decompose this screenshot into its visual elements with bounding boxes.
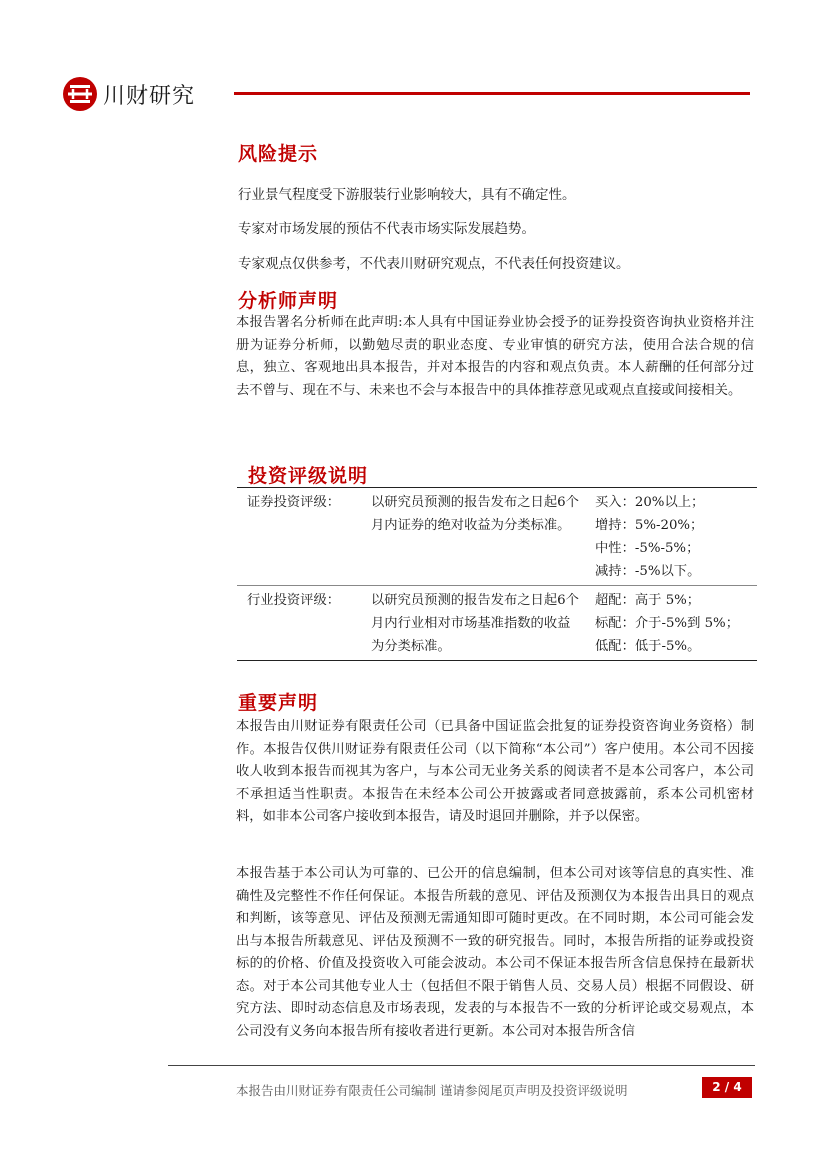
important-paragraph-1: 本报告由川财证券有限责任公司（已具备中国证监会批复的证券投资咨询业务资格）制作。本报告仅供川财证券有限责任公司（以下简称“本公司”）客户使用。本公司不因接收人收到本报告而视其为客户，与本公司无业务关系的阅读者不是本公司客户，本公司不承担适当性职责。本报告在未经本公司公开披露或者同意披露前，系本公司机密材料，如非本公司客户接收到本报告，请及时退回并删除，并予以保密。 <box>236 719 754 824</box>
risk-line-3: 专家观点仅供参考，不代表川财研究观点，不代表任何投资建议。 <box>238 256 630 272</box>
rating-level: 减持：-5%以下。 <box>595 564 701 579</box>
rating-title: 投资评级说明 <box>248 465 369 487</box>
rating-level: 买入：20%以上； <box>595 495 705 510</box>
header-divider <box>234 92 750 95</box>
rating-levels <box>591 586 757 661</box>
rating-level: 标配：介于-5%到 5%； <box>595 616 739 631</box>
risk-title: 风险提示 <box>238 143 319 165</box>
page-header <box>62 76 762 116</box>
rating-level: 中性：-5%-5%； <box>595 541 700 556</box>
rating-label: 行业投资评级： <box>237 586 363 661</box>
rating-level: 增持：5%-20%； <box>595 518 704 533</box>
rating-row-security <box>237 488 757 586</box>
footer-disclaimer: 本报告由川财证券有限责任公司编制 谨请参阅尾页声明及投资评级说明 <box>236 1083 628 1098</box>
rating-label: 证券投资评级： <box>237 488 363 586</box>
rating-levels <box>591 488 757 586</box>
risk-line-2: 专家对市场发展的预估不代表市场实际发展趋势。 <box>238 221 535 237</box>
page-number-badge: 2 / 4 <box>702 1077 752 1098</box>
rating-level: 低配：低于-5%。 <box>595 639 701 654</box>
rating-row-industry <box>237 586 757 661</box>
rating-table <box>237 487 757 661</box>
brand-logo <box>62 76 195 112</box>
rating-description: 以研究员预测的报告发布之日起6个月内行业相对市场基准指数的收益为分类标准。 <box>363 586 591 661</box>
brand-logo-icon <box>62 76 98 112</box>
important-paragraph-2: 本报告基于本公司认为可靠的、已公开的信息编制，但本公司对该等信息的真实性、准确性及完整性不作任何保证。本报告所载的意见、评估及预测仅为本报告出具日的观点和判断，该等意见、评估及预测无需通知即可随时更改。在不同时期，本公司可能会发出与本报告所载意见、评估及预测不一致的研究报告。同时，本报告所指的证券或投资标的的价格、价值及投资收入可能会波动。本公司不保证本报告所含信息保持在最新状态。对于本公司其他专业人士（包括但不限于销售人员、交易人员）根据不同假设、研究方法、即时动态信息及市场表现，发表的与本报告不一致的分析评论或交易观点，本公司没有义务向本报告所有接收者进行更新。本公司对本报告所含信 <box>236 866 754 1039</box>
important-title: 重要声明 <box>238 692 319 714</box>
risk-line-1: 行业景气程度受下游服装行业影响较大，具有不确定性。 <box>238 187 576 203</box>
analyst-statement: 本报告署名分析师在此声明:本人具有中国证券业协会授予的证券投资咨询执业资格并注册为证券分析师，以勤勉尽责的职业态度、专业审慎的研究方法，使用合法合规的信息，独立、客观地出具本报告，并对本报告的内容和观点负责。本人薪酬的任何部分过去不曾与、现在不与、未来也不会与本报告中的具体推荐意见或观点直接或间接相关。 <box>236 315 754 398</box>
brand-name: 川财研究 <box>103 83 196 109</box>
analyst-title: 分析师声明 <box>238 290 339 312</box>
footer-divider <box>168 1065 755 1066</box>
rating-description: 以研究员预测的报告发布之日起6个月内证券的绝对收益为分类标准。 <box>363 488 591 586</box>
rating-level: 超配：高于 5%； <box>595 593 701 608</box>
